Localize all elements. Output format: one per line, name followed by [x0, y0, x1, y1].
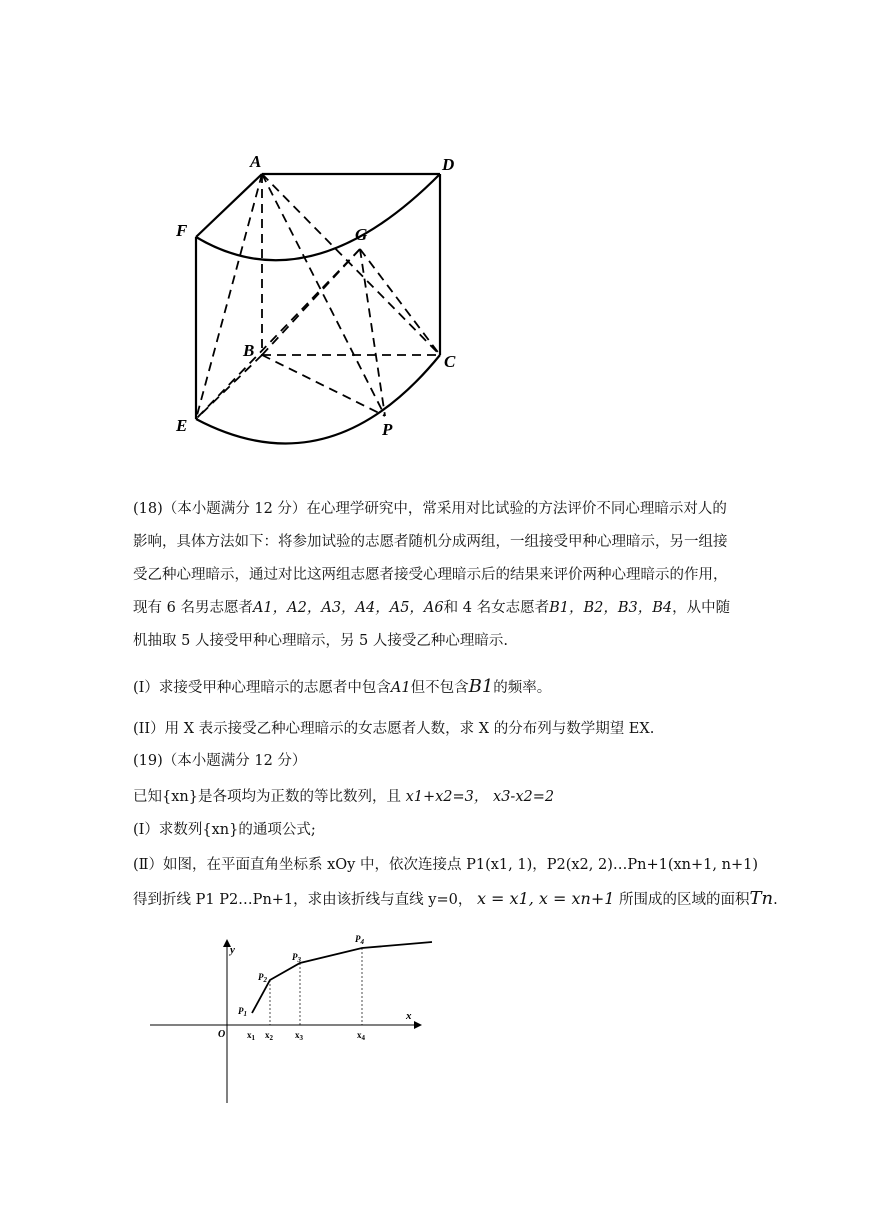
q18-paragraph [133, 493, 738, 658]
edge-GC [360, 249, 440, 355]
q18-mid: 和 4 名女志愿者 [443, 600, 550, 616]
q18-part1-b: B1 [468, 676, 494, 697]
q18-male-list: A1，A2，A3，A4，A5，A6 [252, 600, 444, 616]
q18-tail: ，从中随机抽取 5 人接受甲种心理暗示，另 5 人接受乙种心理暗示. [133, 600, 731, 649]
q18-part1-a: A1 [390, 680, 411, 696]
tick-x4: $x_4$ [357, 1030, 365, 1042]
edge-BP [262, 355, 385, 416]
edge-GE [196, 249, 360, 419]
point-P1: $P_1$ [238, 1006, 247, 1018]
q19-given-eq2: x3-x2=2 [493, 789, 555, 805]
edge-AE [196, 174, 262, 419]
q18-part1-post: 的频率。 [493, 680, 552, 696]
q19-given [133, 785, 554, 806]
label-P: P [382, 420, 393, 439]
q18-female-list: B1，B2，B3，B4 [549, 600, 673, 616]
q19-part2-line2-pre: 得到折线 P1 P2…Pn+1，求由该折线与直线 y=0， [133, 892, 473, 908]
label-E: E [176, 416, 188, 435]
q19-period: . [773, 892, 778, 908]
q18-part1-pre: (I）求接受甲种心理暗示的志愿者中包含 [133, 680, 391, 696]
tick-x2: $x_2$ [265, 1030, 273, 1042]
polyline-graph [0, 925, 869, 1125]
q19-Tn: Tn [749, 888, 774, 909]
q19-given-pre: 已知{xn}是各项均为正数的等比数列，且 [133, 789, 401, 805]
label-D: D [442, 155, 455, 174]
point-P4: $P_4$ [355, 934, 364, 946]
label-B: B [243, 341, 255, 360]
q19-part1: (Ⅰ）求数列{xn}的通项公式; [133, 822, 316, 838]
tick-x1: $x_1$ [247, 1030, 255, 1042]
axis-y-label: y [230, 944, 235, 956]
arc-EPC [196, 355, 440, 443]
label-C: C [444, 352, 456, 371]
arc-FGD [196, 174, 440, 260]
polyline-P [252, 942, 432, 1013]
tick-x3: $x_3$ [295, 1030, 303, 1042]
q19-part2-line2-post: 所围成的区域的面积 [619, 892, 750, 908]
edge-AC [262, 174, 440, 355]
solid-geometry-figure [0, 0, 869, 470]
label-A: A [250, 152, 262, 171]
q18-part1 [133, 676, 551, 697]
q19-head: (19)（本小题满分 12 分） [133, 753, 307, 769]
label-G: G [355, 225, 368, 244]
label-F: F [176, 221, 188, 240]
q18-head: (18)（本小题满分 12 分）在心理学研究中，常采用对比试验的方法评价不同心理暗示对人的影响，具体方法如下：将参加试验的志愿者随机分成两组，一组接受甲种心理暗示，另一组接受乙种心理暗示，通过对比这两组志愿者接受心理暗示后的结果来评价两种心理暗示的作用，现有 6 名男志愿者 [133, 501, 728, 616]
point-P2: $P_2$ [258, 972, 267, 984]
q19-part2-line1: (Ⅱ）如图，在平面直角坐标系 xOy 中，依次连接点 P1(x1, 1)，P2(x2, 2)…Pn+1(xn+1, n+1) [133, 857, 758, 873]
edge-BE [196, 355, 262, 419]
q19-given-eq1: x1+x2=3， [405, 789, 489, 805]
q18-part2: (II）用 X 表示接受乙种心理暗示的女志愿者人数，求 X 的分布列与数学期望 EX. [133, 721, 655, 737]
q18-part1-mid: 但不包含 [410, 680, 469, 696]
point-P3: $P_3$ [292, 952, 301, 964]
axis-x-label: x [406, 1010, 412, 1022]
origin-label: O [218, 1029, 226, 1040]
q19-part2-line2 [133, 888, 778, 909]
q19-part2-line2-eq: x = x1, x = xn+1 [476, 889, 615, 908]
edge-AF [196, 174, 262, 237]
